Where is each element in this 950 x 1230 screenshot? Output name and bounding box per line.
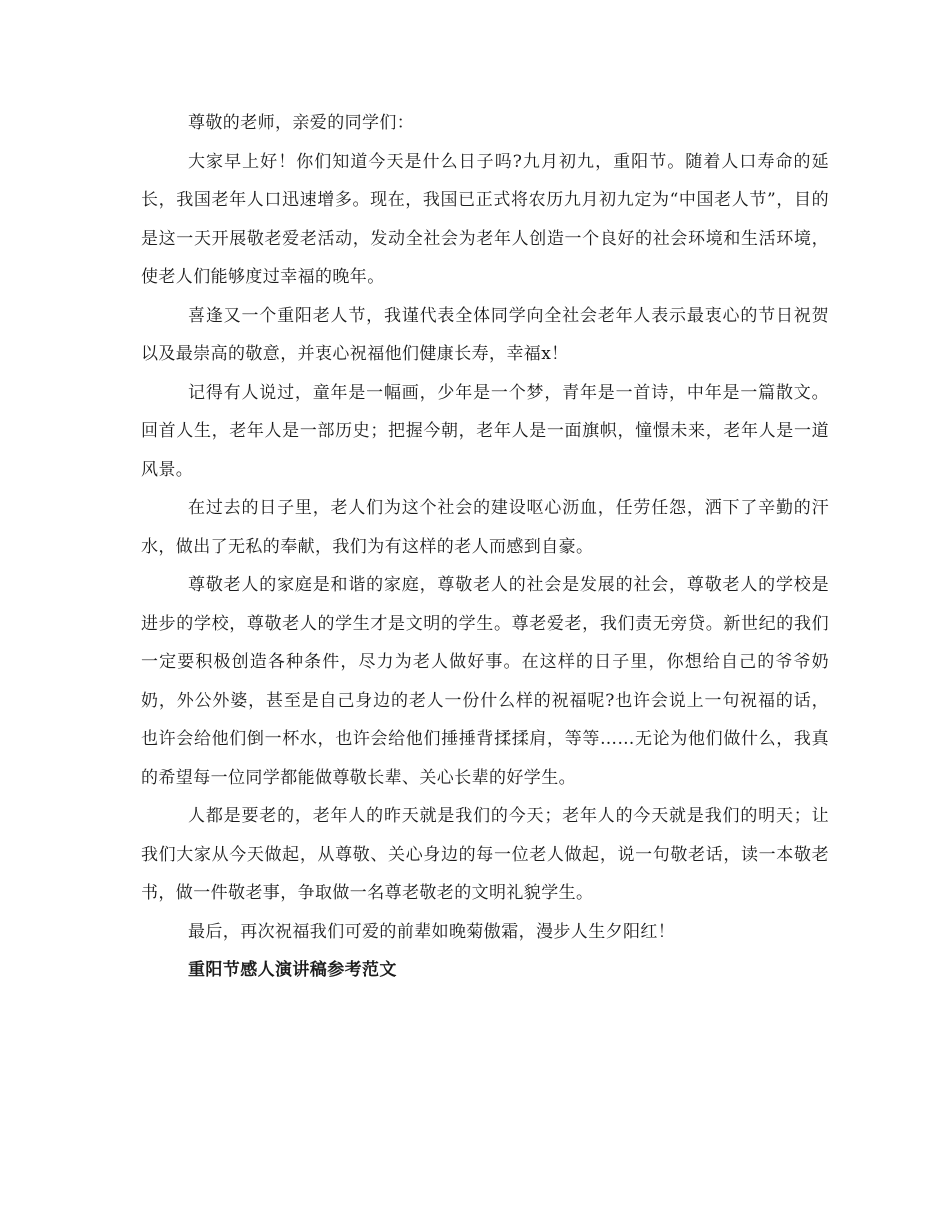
paragraph-past-contribution: 在过去的日子里，老人们为这个社会的建设呕心沥血，任劳任怨，洒下了辛勤的汗水，做出了无私的奉献，我们为有这样的老人而感到自豪。 [141, 498, 829, 557]
paragraph-closing: 最后，再次祝福我们可爱的前辈如晚菊傲霜，漫步人生夕阳红！ [188, 921, 676, 942]
paragraph-festival-wishes: 喜逢又一个重阳老人节，我谨代表全体同学向全社会老年人表示最衷心的节日祝贺以及最崇高的敬意，并衷心祝福他们健康长寿，幸福x！ [141, 305, 829, 364]
paragraph-life-metaphor: 记得有人说过，童年是一幅画，少年是一个梦，青年是一首诗，中年是一篇散文。回首人生，老年人是一部历史；把握今朝，老年人是一面旗帜，憧憬未来，老年人是一道风景。 [141, 382, 829, 480]
paragraph-call-to-action: 人都是要老的，老年人的昨天就是我们的今天；老年人的今天就是我们的明天；让我们大家从今天做起，从尊敬、关心身边的每一位老人做起，说一句敬老话，读一本敬老书，做一件敬老事，争取做一名尊老敬老的文明礼貌学生。 [141, 806, 829, 903]
document-body [141, 104, 829, 990]
paragraph-greeting: 大家早上好！你们知道今天是什么日子吗?九月初九，重阳节。随着人口寿命的延长，我国老年人口迅速增多。现在，我国已正式将农历九月初九定为“中国老人节”，目的是这一天开展敬老爱老活动，发动全社会为老年人创造一个良好的社会环境和生活环境，使老人们能够度过幸福的晚年。 [141, 151, 829, 287]
section-heading: 重阳节感人演讲稿参考范文 [188, 960, 397, 980]
salutation: 尊敬的老师，亲爱的同学们： [188, 113, 415, 133]
paragraph-respect-elders: 尊敬老人的家庭是和谐的家庭，尊敬老人的社会是发展的社会，尊敬老人的学校是进步的学校，尊敬老人的学生才是文明的学生。尊老爱老，我们责无旁贷。新世纪的我们一定要积极创造各种条件，尽力为老人做好事。在这样的日子里，你想给自己的爷爷奶奶，外公外婆，甚至是自己身边的老人一份什么样的祝福呢?也许会说上一句祝福的话，也许会给他们倒一杯水，也许会给他们捶捶背揉揉肩，等等……无论为他们做什么，我真的希望每一位同学都能做尊敬长辈、关心长辈的好学生。 [141, 575, 829, 788]
